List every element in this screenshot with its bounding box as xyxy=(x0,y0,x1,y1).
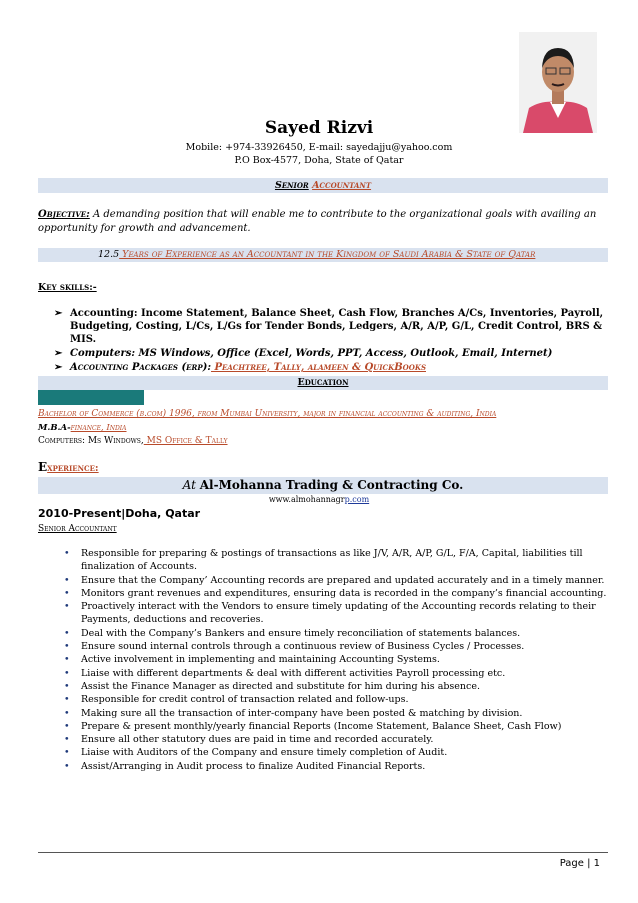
bullet-icon: • xyxy=(64,760,70,772)
duty-item: • Deal with the Company’s Bankers and ensure timely reconciliation of statements balances. xyxy=(64,627,521,639)
job-title-suffix: Accountant xyxy=(312,180,372,191)
computers-line xyxy=(38,436,228,446)
duty-item: • Responsible for preparing & postings of transactions as like J/V, A/R, A/P, G/L, F/A, Capital, liabilities till finalization of Accounts. xyxy=(64,548,583,573)
experience-years-line xyxy=(38,248,608,262)
degree-line: Bachelor of Commerce (b.com) 1996, from Mumbai University, major in financial accounting & auditing, India xyxy=(38,409,497,419)
skill-item: ➢ Accounting: Income Statement, Balance Sheet, Cash Flow, Branches A/Cs, Inventories, Payroll, Budgeting, Costing, L/Cs, L/Gs for Tender Bonds, Ledgers, A/R, A/P, G/L, Credit Control, BRS & MIS. xyxy=(54,308,604,345)
page-number: Page | 1 xyxy=(559,858,600,869)
mba-label: M.B.A- xyxy=(38,423,71,433)
bullet-icon: • xyxy=(64,720,70,732)
key-skills-list xyxy=(38,307,608,375)
packages-value: Peachtree, Tally, alameen & QuickBooks xyxy=(211,362,426,373)
duty-item: • Monitors grant revenues and expenditures, ensuring data is recorded in the company’s financial accounting. xyxy=(64,587,607,599)
education-heading: Education xyxy=(297,377,349,388)
contact-line-1: Mobile: +974-33926450, E-mail: sayedajju@yahoo.com xyxy=(185,142,453,153)
candidate-name: Sayed Rizvi xyxy=(264,118,374,138)
duty-item: • Assist the Finance Manager as directed and substitute for him during his absence. xyxy=(64,680,481,692)
experience-heading xyxy=(38,460,99,474)
duty-item: • Prepare & present monthly/yearly financial Reports (Income Statement, Balance Sheet, Cash Flow) xyxy=(64,720,562,732)
skill-item xyxy=(38,361,608,374)
duty-item: • Ensure that the Company’ Accounting records are prepared and updated accurately and in a timely manner. xyxy=(64,574,605,586)
bullet-icon: • xyxy=(64,747,70,759)
bullet-icon: • xyxy=(64,667,70,679)
bullet-icon: • xyxy=(64,734,70,746)
mba-value: finance, India xyxy=(70,423,127,433)
website-text[interactable]: www.almohannagr xyxy=(268,495,345,504)
experience-heading-rest: xperience: xyxy=(47,463,99,474)
job-title xyxy=(38,178,608,193)
duty-item: • Liaise with Auditors of the Company and ensure timely completion of Audit. xyxy=(64,747,448,759)
duty-item: • Responsible for credit control of transaction related and follow-ups. xyxy=(64,694,409,706)
bullet-icon: • xyxy=(64,627,70,639)
bullet-icon: • xyxy=(64,574,70,586)
experience-years-band xyxy=(38,248,608,262)
experience-years-text: Years of Experience as an Accountant in the Kingdom of Saudi Arabia & State of Qatar xyxy=(119,249,536,260)
duties-list xyxy=(38,547,608,773)
bullet-icon: • xyxy=(64,694,70,706)
objective-section xyxy=(38,208,598,236)
duty-item: • Proactively interact with the Vendors to ensure timely updating of the Accounting records relating to their Payments, deductions and recoveries. xyxy=(64,601,596,626)
company-website[interactable] xyxy=(0,495,638,504)
duty-item: • Active involvement in implementing and maintaining Accounting Systems. xyxy=(64,654,440,666)
experience-years-number: 12.5 xyxy=(98,249,120,260)
bullet-icon: • xyxy=(64,654,70,666)
job-role: Senior Accountant xyxy=(38,524,117,534)
bullet-icon: • xyxy=(64,548,70,559)
computers-value: MS Office & Tally xyxy=(143,436,228,446)
arrow-bullet-icon: ➢ xyxy=(54,308,63,319)
duty-item: • Ensure all other statutory dues are paid in time and recorded accurately. xyxy=(64,734,434,746)
bullet-icon: • xyxy=(64,680,70,692)
duty-item: • Liaise with different departments & deal with different activities Payroll processing etc. xyxy=(64,667,506,679)
key-skills-heading: Key skills:- xyxy=(38,282,97,293)
company-band xyxy=(38,477,608,494)
duty-item: • Assist/Arranging in Audit process to finalize Audited Financial Reports. xyxy=(64,760,426,772)
job-period: 2010-Present|Doha, Qatar xyxy=(38,507,201,520)
company-name: Al-Mohanna Trading & Contracting Co. xyxy=(199,478,464,492)
objective-label: Objective: xyxy=(38,209,90,220)
title-band xyxy=(38,178,608,193)
computers-label: Computers: Ms Windows, xyxy=(38,436,144,446)
footer-divider xyxy=(38,852,608,853)
website-link[interactable]: p.com xyxy=(344,495,370,504)
contact-line-2: P.O Box-4577, Doha, State of Qatar xyxy=(234,155,404,166)
teal-accent-bar xyxy=(38,390,144,405)
experience-heading-initial: E xyxy=(38,460,48,474)
duty-item: • Ensure sound internal controls through a continuous review of Business Cycles / Processes. xyxy=(64,641,525,653)
packages-label: Accounting Packages (erp): xyxy=(70,362,212,373)
bullet-icon: • xyxy=(64,587,70,599)
objective-text: A demanding position that will enable me to contribute to the organizational goals with availing an opportunity for growth and advancement. xyxy=(38,209,597,234)
job-title-prefix: Senior xyxy=(274,180,309,191)
company-prefix: At xyxy=(182,478,200,492)
education-band xyxy=(38,376,608,390)
company-line xyxy=(38,477,608,494)
bullet-icon: • xyxy=(64,601,70,613)
arrow-bullet-icon: ➢ xyxy=(54,362,63,373)
skill-item: ➢ Computers: MS Windows, Office (Excel, Words, PPT, Access, Outlook, Email, Internet) xyxy=(54,348,553,359)
bullet-icon: • xyxy=(64,641,70,653)
mba-line xyxy=(38,423,127,433)
arrow-bullet-icon: ➢ xyxy=(54,348,63,359)
bullet-icon: • xyxy=(64,707,70,719)
duty-item: • Making sure all the transaction of inter-company have been posted & matching by division. xyxy=(64,707,523,719)
